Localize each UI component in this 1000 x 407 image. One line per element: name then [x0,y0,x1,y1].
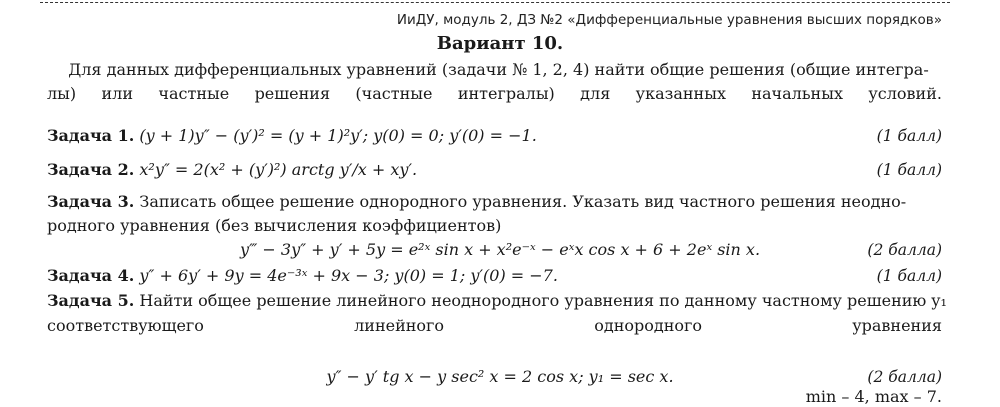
intro-word: (частные [355,84,433,103]
task-text: Записать общее решение однородного уравнения. Указать вид частного решения неодно- [139,192,907,211]
task-points: (1 балл) [876,161,942,179]
intro-line-1: Для данных дифференциальных уравнений (задачи № 1, 2, 4) найти общие решения (общие интегра- [68,60,929,79]
task-equation: y‴ − 3y″ + y′ + 5y = e²ˣ sin x + x²e⁻ˣ − eˣx cos x + 6 + 2eˣ sin x. [239,240,761,259]
intro-word: или [101,84,134,103]
intro-word: начальных [751,84,843,103]
task-3 [47,192,942,211]
task-points: (2 балла) [867,368,942,386]
intro-word: условий. [868,84,942,103]
task-points: (2 балла) [867,241,942,259]
task-word: линейного [354,316,445,335]
intro-word: решения [254,84,331,103]
task-points: (1 балл) [876,127,942,145]
task-label: Задача 5. [47,291,135,310]
task-3-line-2: родного уравнения (без вычисления коэффициентов) [47,216,502,235]
intro-word: частные [158,84,230,103]
intro-word: для [580,84,611,103]
task-equation: y″ − y′ tg x − y sec² x = 2 cos x; y₁ = sec x. [326,367,674,386]
task-label: Задача 1. [47,126,135,145]
intro-word: указанных [635,84,726,103]
task-text: Найти общее решение линейного неоднородного уравнения по данному частному решению y₁ [139,291,947,310]
task-label: Задача 2. [47,160,135,179]
task-equation: x²y″ = 2(x² + (y′)²) arctg y′/x + xy′. [139,160,418,179]
task-4 [47,266,942,285]
task-equation: (y + 1)y″ − (y′)² = (y + 1)²y′; y(0) = 0; y′(0) = −1. [139,126,537,145]
task-2 [47,160,942,179]
task-label: Задача 4. [47,266,135,285]
intro-line-2 [47,84,942,103]
task-word: однородного [594,316,703,335]
task-equation: y″ + 6y′ + 9y = 4e⁻³ˣ + 9x − 3; y(0) = 1; y′(0) = −7. [139,266,558,285]
intro-word: лы) [47,84,77,103]
task-label: Задача 3. [47,192,135,211]
task-points: (1 балл) [876,267,942,285]
task-word: соответствующего [47,316,204,335]
task-5 [47,291,947,310]
task-5-line-2 [47,316,942,335]
variant-title: Вариант 10. [436,33,564,54]
min-max-score: min – 4, max – 7. [805,387,942,406]
intro-word: интегралы) [457,84,555,103]
task-word: уравнения [852,316,942,335]
task-1 [47,126,942,145]
doc-header: ИиДУ, модуль 2, ДЗ №2 «Дифференциальные уравнения высших порядков» [396,12,942,28]
dashed-rule [40,2,950,9]
